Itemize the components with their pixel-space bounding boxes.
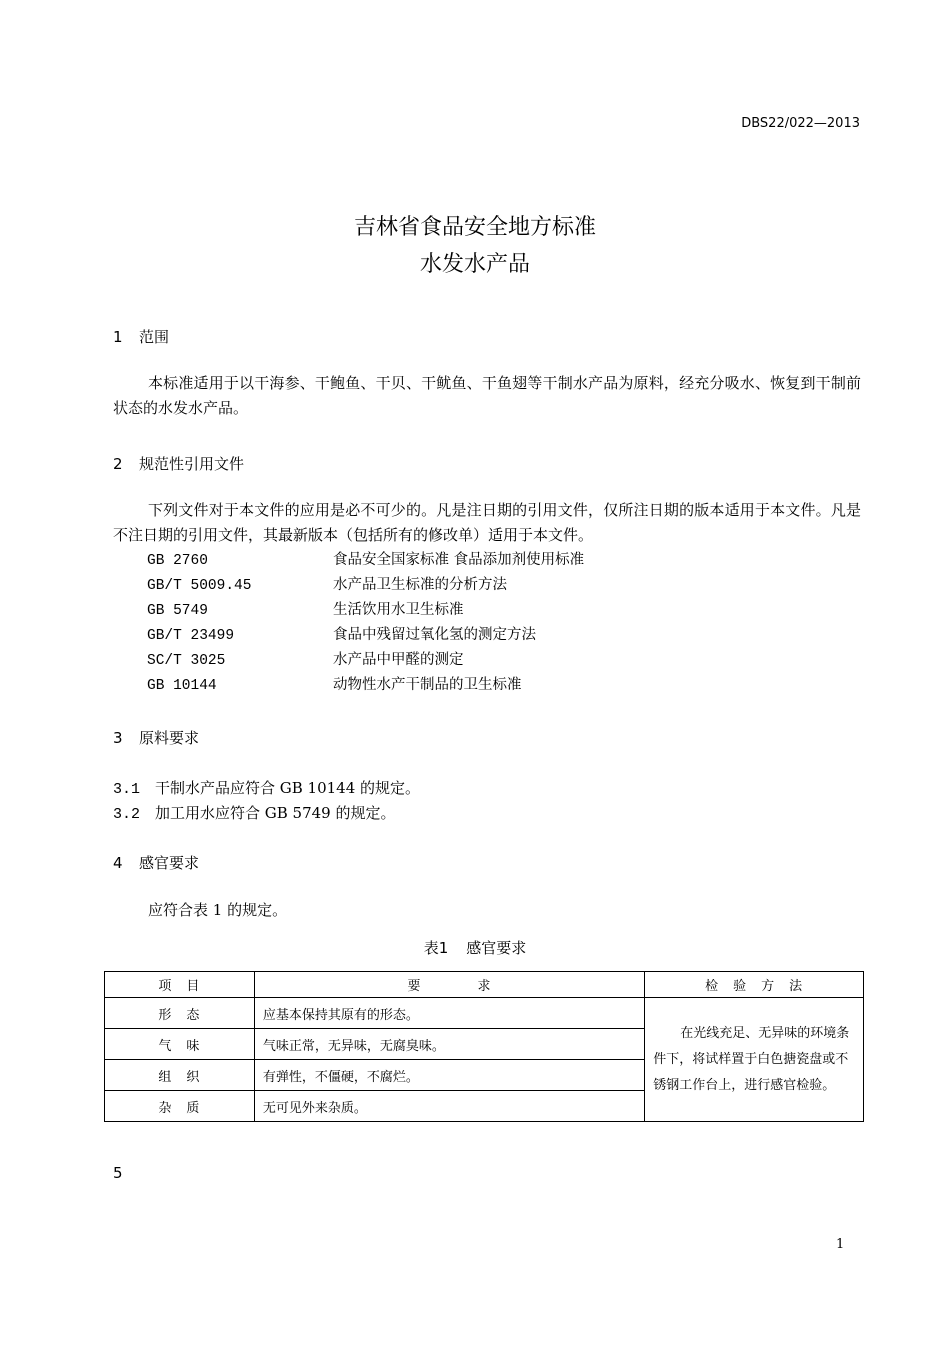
reference-row bbox=[147, 623, 536, 649]
reference-code: GB/T 5009.45 bbox=[147, 578, 252, 594]
section-title: 规范性引用文件 bbox=[139, 455, 245, 473]
inspection-method: 在光线充足、无异味的环境条件下，将试样置于白色搪瓷盘或不锈钢工作台上，进行感官检验。 bbox=[645, 998, 864, 1122]
clause-number: 3.1 bbox=[113, 781, 141, 798]
sensory-requirements-table bbox=[104, 971, 864, 1122]
reference-title: 水产品卫生标准的分析方法 bbox=[333, 577, 507, 593]
sensory-paragraph: 应符合表 1 的规定。 bbox=[148, 901, 288, 919]
reference-title: 食品中残留过氧化氢的测定方法 bbox=[333, 627, 536, 643]
section-number: 4 bbox=[113, 854, 123, 872]
section-heading-4 bbox=[113, 852, 199, 873]
section-number: 3 bbox=[113, 729, 123, 747]
references-paragraph: 下列文件对于本文件的应用是必不可少的。凡是注日期的引用文件，仅所注日期的版本适用于本文件。凡是不注日期的引用文件，其最新版本（包括所有的修改单）适用于本文件。 bbox=[113, 501, 861, 544]
section-heading-2 bbox=[113, 453, 244, 474]
document-subtitle: 水发水产品 bbox=[419, 252, 530, 277]
reference-row bbox=[147, 598, 464, 624]
table-header-row bbox=[105, 972, 864, 998]
reference-title: 生活饮用水卫生标准 bbox=[333, 602, 464, 618]
section-title: 原料要求 bbox=[139, 729, 200, 747]
section-heading-5 bbox=[113, 1164, 139, 1182]
clause-3-1 bbox=[113, 777, 420, 798]
section-heading-1 bbox=[113, 326, 169, 347]
reference-code: GB 10144 bbox=[147, 678, 217, 694]
header-requirement: 要 求 bbox=[254, 972, 644, 998]
document-title: 吉林省食品安全地方标准 bbox=[353, 215, 596, 240]
reference-title: 食品安全国家标准 食品添加剂使用标准 bbox=[333, 552, 585, 568]
row-item: 形 态 bbox=[105, 998, 255, 1029]
reference-row bbox=[147, 548, 584, 574]
section-heading-3 bbox=[113, 727, 199, 748]
table-number: 表1 bbox=[423, 939, 449, 957]
reference-code: GB/T 23499 bbox=[147, 628, 235, 644]
clause-text: 干制水产品应符合 GB 10144 的规定。 bbox=[155, 779, 421, 797]
section-number: 1 bbox=[113, 328, 123, 346]
row-item: 气 味 bbox=[105, 1029, 255, 1060]
reference-row bbox=[147, 673, 522, 699]
row-item: 杂 质 bbox=[105, 1091, 255, 1122]
table-row bbox=[105, 998, 864, 1029]
table-caption bbox=[0, 937, 950, 958]
table-title: 感官要求 bbox=[466, 939, 527, 957]
row-requirement: 有弹性，不僵硬，不腐烂。 bbox=[254, 1060, 644, 1091]
header-method: 检 验 方 法 bbox=[645, 972, 864, 998]
scope-paragraph: 本标准适用于以干海参、干鲍鱼、干贝、干鱿鱼、干鱼翅等干制水产品为原料，经充分吸水、恢复到干制前状态的水发水产品。 bbox=[113, 374, 861, 417]
section-number: 5 bbox=[113, 1164, 123, 1182]
standard-code: DBS22/022—2013 bbox=[741, 116, 860, 131]
section-number: 2 bbox=[113, 455, 123, 473]
page-number: 1 bbox=[836, 1237, 845, 1252]
section-title: 范围 bbox=[139, 328, 170, 346]
clause-number: 3.2 bbox=[113, 806, 141, 823]
clause-3-2 bbox=[113, 802, 396, 823]
section-title: 感官要求 bbox=[139, 854, 200, 872]
reference-title: 动物性水产干制品的卫生标准 bbox=[333, 677, 522, 693]
reference-row bbox=[147, 648, 464, 674]
reference-code: GB 2760 bbox=[147, 553, 208, 569]
reference-code: SC/T 3025 bbox=[147, 653, 226, 669]
row-requirement: 应基本保持其原有的形态。 bbox=[254, 998, 644, 1029]
row-requirement: 无可见外来杂质。 bbox=[254, 1091, 644, 1122]
row-requirement: 气味正常，无异味，无腐臭味。 bbox=[254, 1029, 644, 1060]
row-item: 组 织 bbox=[105, 1060, 255, 1091]
reference-code: GB 5749 bbox=[147, 603, 208, 619]
reference-title: 水产品中甲醛的测定 bbox=[333, 652, 464, 668]
clause-text: 加工用水应符合 GB 5749 的规定。 bbox=[155, 804, 396, 822]
reference-row bbox=[147, 573, 507, 599]
header-item: 项 目 bbox=[105, 972, 255, 998]
